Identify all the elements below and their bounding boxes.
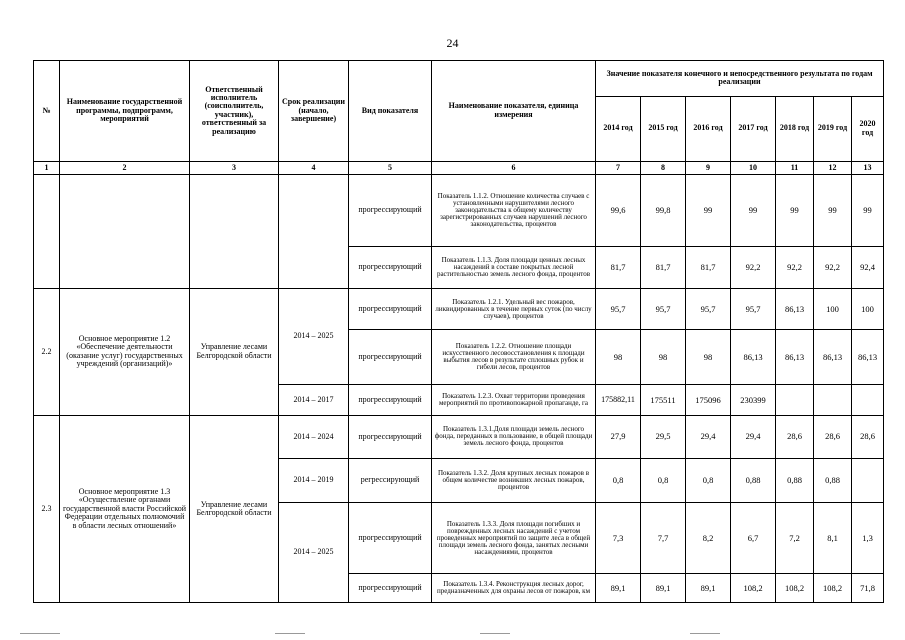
value-cell: 100 xyxy=(852,288,884,330)
value-cell: 230399 xyxy=(731,385,776,416)
value-cell: 86,13 xyxy=(852,330,884,385)
table-row xyxy=(34,174,884,246)
table-row xyxy=(34,288,884,330)
value-cell: 89,1 xyxy=(596,574,641,603)
header-no: № xyxy=(34,61,60,162)
indicator-kind: прогрессирующий xyxy=(349,288,432,330)
indicator-kind: прогрессирующий xyxy=(349,415,432,458)
value-cell: 95,7 xyxy=(641,288,686,330)
value-cell: 0,88 xyxy=(814,458,852,503)
header-row xyxy=(34,61,884,97)
value-cell: 7,3 xyxy=(596,503,641,574)
header-year: 2020 год xyxy=(852,96,884,161)
value-cell: 89,1 xyxy=(686,574,731,603)
table-row xyxy=(34,415,884,458)
indicator-name: Показатель 1.1.2. Отношение количества случаев с установленными нарушителями лесного законодательства к общему количеству зарегистрированных случаев нарушений лесного законодательства, процентов xyxy=(432,174,596,246)
value-cell xyxy=(814,385,852,416)
value-cell: 86,13 xyxy=(776,330,814,385)
value-cell: 99,6 xyxy=(596,174,641,246)
column-number: 3 xyxy=(190,161,279,174)
value-cell: 98 xyxy=(596,330,641,385)
value-cell: 0,88 xyxy=(776,458,814,503)
header-year: 2017 год xyxy=(731,96,776,161)
value-cell: 92,2 xyxy=(731,247,776,289)
header-year: 2018 год xyxy=(776,96,814,161)
value-cell: 92,2 xyxy=(776,247,814,289)
header-year: 2014 год xyxy=(596,96,641,161)
measure-name: Основное мероприятие 1.3 «Осуществление органами государственной власти Российской Федерации отдельных полномочий в области лесных отношений» xyxy=(60,415,190,602)
column-number: 13 xyxy=(852,161,884,174)
column-number: 9 xyxy=(686,161,731,174)
value-cell: 86,13 xyxy=(814,330,852,385)
indicator-name: Показатель 1.3.1.Доля площади земель лесного фонда, переданных в пользование, в общей площади земель лесного фонда, процентов xyxy=(432,415,596,458)
header-term: Срок реализации (начало, завершение) xyxy=(279,61,349,162)
value-cell: 175096 xyxy=(686,385,731,416)
indicator-kind: прогрессирующий xyxy=(349,247,432,289)
value-cell: 86,13 xyxy=(776,288,814,330)
header-values-group: Значение показателя конечного и непосредственного результата по годам реализации xyxy=(596,61,884,97)
value-cell: 95,7 xyxy=(731,288,776,330)
value-cell: 89,1 xyxy=(641,574,686,603)
indicator-kind: прогрессирующий xyxy=(349,330,432,385)
value-cell: 8,2 xyxy=(686,503,731,574)
value-cell: 1,3 xyxy=(852,503,884,574)
indicator-name: Показатель 1.1.3. Доля площади ценных лесных насаждений в составе покрытых лесной растительностью земель лесного фонда, процентов xyxy=(432,247,596,289)
scan-mark xyxy=(690,633,720,634)
value-cell: 71,8 xyxy=(852,574,884,603)
column-number: 2 xyxy=(60,161,190,174)
indicator-kind: прогрессирующий xyxy=(349,385,432,416)
column-number: 7 xyxy=(596,161,641,174)
header-executor: Ответственный исполнитель (соисполнитель, участник), ответственный за реализацию xyxy=(190,61,279,162)
measure-term: 2014 – 2025 xyxy=(279,288,349,385)
value-cell: 95,7 xyxy=(596,288,641,330)
page-number: 24 xyxy=(446,36,459,50)
column-number: 12 xyxy=(814,161,852,174)
value-cell: 8,1 xyxy=(814,503,852,574)
value-cell: 92,2 xyxy=(814,247,852,289)
column-number: 6 xyxy=(432,161,596,174)
measure-no-cell xyxy=(34,174,60,288)
value-cell xyxy=(776,385,814,416)
value-cell: 7,7 xyxy=(641,503,686,574)
measure-executor: Управление лесами Белгородской области xyxy=(190,288,279,415)
value-cell: 99 xyxy=(814,174,852,246)
measure-executor: Управление лесами Белгородской области xyxy=(190,415,279,602)
measure-no: 2.2 xyxy=(34,288,60,415)
value-cell: 108,2 xyxy=(776,574,814,603)
value-cell: 108,2 xyxy=(731,574,776,603)
measure-term: 2014 – 2019 xyxy=(279,458,349,503)
value-cell: 99 xyxy=(731,174,776,246)
measure-no: 2.3 xyxy=(34,415,60,602)
value-cell: 28,6 xyxy=(814,415,852,458)
header-kind: Вид показателя xyxy=(349,61,432,162)
value-cell: 99 xyxy=(852,174,884,246)
indicator-name: Показатель 1.3.2. Доля крупных лесных пожаров в общем количестве возникших лесных пожаров, процентов xyxy=(432,458,596,503)
value-cell: 81,7 xyxy=(686,247,731,289)
scan-mark xyxy=(20,633,60,634)
header-year: 2016 год xyxy=(686,96,731,161)
column-number: 11 xyxy=(776,161,814,174)
header-year: 2015 год xyxy=(641,96,686,161)
indicator-kind: прогрессирующий xyxy=(349,174,432,246)
value-cell: 0,8 xyxy=(641,458,686,503)
value-cell: 100 xyxy=(814,288,852,330)
measure-term: 2014 – 2025 xyxy=(279,503,349,603)
column-number: 4 xyxy=(279,161,349,174)
term-cell xyxy=(279,174,349,288)
value-cell: 27,9 xyxy=(596,415,641,458)
value-cell: 98 xyxy=(641,330,686,385)
value-cell: 29,4 xyxy=(731,415,776,458)
value-cell: 95,7 xyxy=(686,288,731,330)
scan-mark xyxy=(275,633,305,634)
value-cell: 108,2 xyxy=(814,574,852,603)
value-cell xyxy=(852,458,884,503)
column-number: 10 xyxy=(731,161,776,174)
value-cell: 28,6 xyxy=(852,415,884,458)
indicators-table xyxy=(33,60,884,603)
value-cell: 7,2 xyxy=(776,503,814,574)
column-number: 8 xyxy=(641,161,686,174)
value-cell: 86,13 xyxy=(731,330,776,385)
indicator-kind: прогрессирующий xyxy=(349,503,432,574)
value-cell: 0,88 xyxy=(731,458,776,503)
value-cell: 175511 xyxy=(641,385,686,416)
measure-term: 2014 – 2017 xyxy=(279,385,349,416)
column-numbers-row xyxy=(34,161,884,174)
value-cell: 99 xyxy=(776,174,814,246)
indicator-name: Показатель 1.2.1. Удельный вес пожаров, ликвидированных в течение первых суток (по числу случаев), процентов xyxy=(432,288,596,330)
executor-cell xyxy=(190,174,279,288)
value-cell: 6,7 xyxy=(731,503,776,574)
indicator-kind: регрессирующий xyxy=(349,458,432,503)
value-cell: 0,8 xyxy=(686,458,731,503)
indicator-name: Показатель 1.2.2. Отношение площади искусственного лесовосстановления к площади выбытия лесов в результате сплошных рубок и гибели лесов, процентов xyxy=(432,330,596,385)
header-year: 2019 год xyxy=(814,96,852,161)
value-cell: 29,5 xyxy=(641,415,686,458)
scan-mark xyxy=(480,633,510,634)
value-cell: 92,4 xyxy=(852,247,884,289)
header-name: Наименование государственной программы, подпрограмм, мероприятий xyxy=(60,61,190,162)
value-cell xyxy=(852,385,884,416)
value-cell: 29,4 xyxy=(686,415,731,458)
value-cell: 28,6 xyxy=(776,415,814,458)
indicator-kind: прогрессирующий xyxy=(349,574,432,603)
measure-term: 2014 – 2024 xyxy=(279,415,349,458)
column-number: 5 xyxy=(349,161,432,174)
measure-name-cell xyxy=(60,174,190,288)
value-cell: 0,8 xyxy=(596,458,641,503)
column-number: 1 xyxy=(34,161,60,174)
measure-name: Основное мероприятие 1.2 «Обеспечение деятельности (оказание услуг) государственных учреждений (организаций)» xyxy=(60,288,190,415)
value-cell: 175882,11 xyxy=(596,385,641,416)
value-cell: 81,7 xyxy=(596,247,641,289)
header-indicator: Наименование показателя, единица измерения xyxy=(432,61,596,162)
indicator-name: Показатель 1.2.3. Охват территории проведения мероприятий по противопожарной пропаганде, га xyxy=(432,385,596,416)
value-cell: 99 xyxy=(686,174,731,246)
value-cell: 99,8 xyxy=(641,174,686,246)
value-cell: 98 xyxy=(686,330,731,385)
value-cell: 81,7 xyxy=(641,247,686,289)
indicator-name: Показатель 1.3.3. Доля площади погибших и поврежденных лесных насаждений с учетом проведенных мероприятий по защите леса в общей площади земель лесного фонда, занятых лесными насаждениями, процентов xyxy=(432,503,596,574)
indicator-name: Показатель 1.3.4. Реконструкция лесных дорог, предназначенных для охраны лесов от пожаров, км xyxy=(432,574,596,603)
